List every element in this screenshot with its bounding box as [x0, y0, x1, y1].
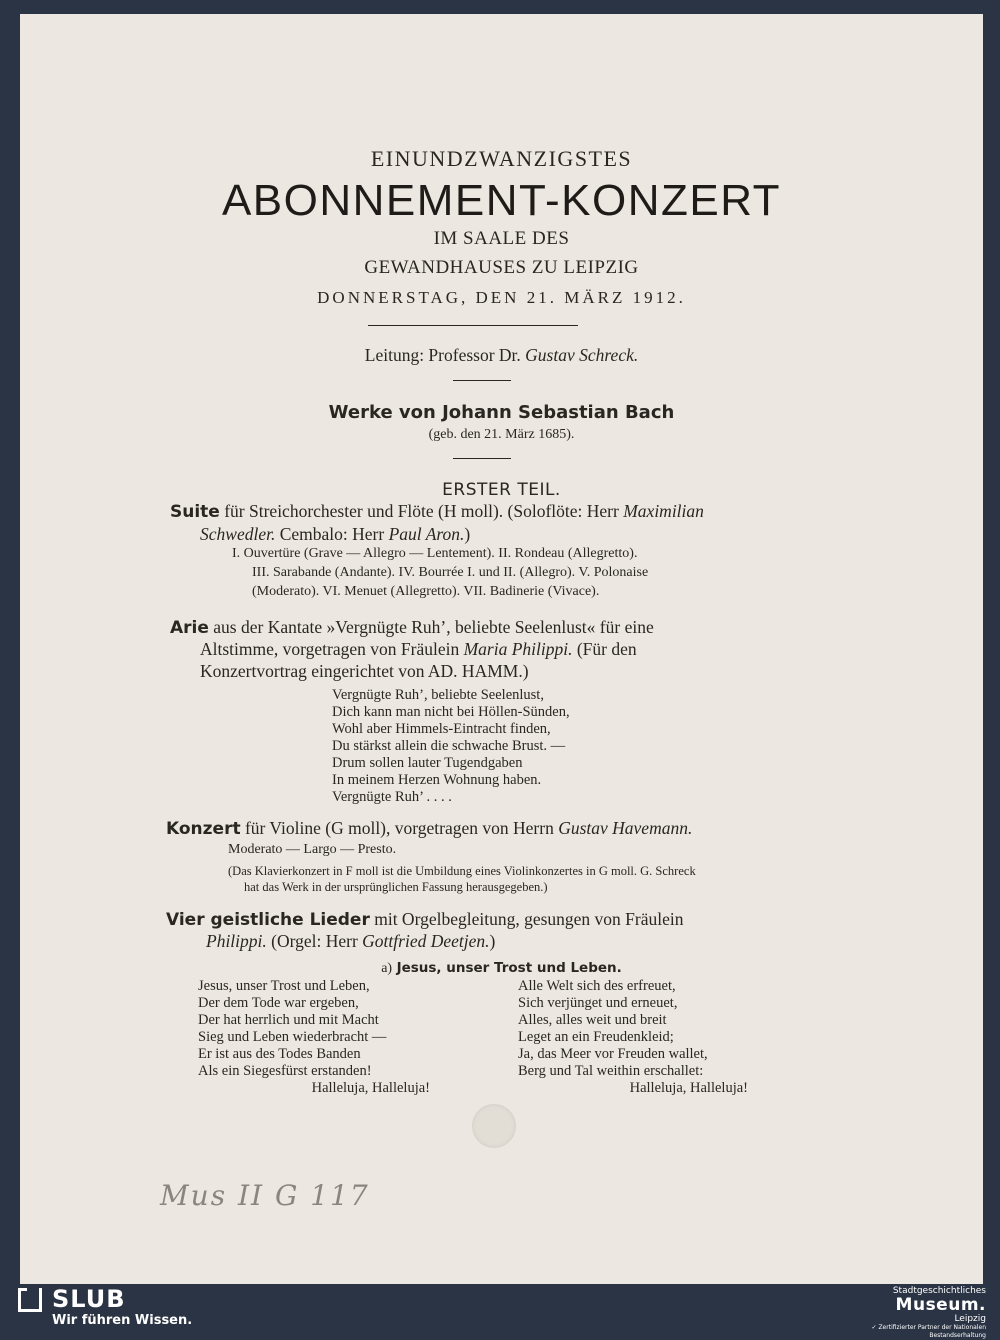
document-page [20, 14, 983, 1284]
suite-movements-2: III. Sarabande (Andante). IV. Bourrée I. und II. (Allegro). V. Polonaise [252, 565, 649, 580]
verse-line: Alle Welt sich des erfreuet, [518, 978, 676, 994]
venue-line-2: GEWANDHAUSES ZU LEIPZIG [364, 257, 639, 278]
song-a-title: Jesus, unser Trost und Leben. [396, 960, 622, 976]
slub-logo-icon [18, 1288, 42, 1312]
verse-line: In meinem Herzen Wohnung haben. [332, 772, 542, 788]
concert-ordinal: EINUNDZWANZIGSTES [370, 146, 633, 171]
verse-line: Als ein Siegesfürst erstanden! [198, 1063, 372, 1079]
soloist-name: Maximilian [623, 501, 704, 521]
museum-logo-block[interactable] [826, 1286, 986, 1340]
shelfmark-annotation: Mus II G 117 [160, 1179, 370, 1212]
suite-close: ) [464, 524, 471, 544]
verse-line: Halleluja, Halleluja! [311, 1080, 430, 1096]
divider [453, 458, 511, 459]
direction-label: Leitung: Professor Dr. [364, 345, 521, 365]
organist-name: Gottfried Deetjen. [362, 931, 490, 951]
concerto-text: für Violine (G moll), vorgetragen von Herrn [244, 818, 554, 838]
verse-line: Sich verjünget und erneuet, [518, 995, 678, 1011]
song-a-label: a) [381, 961, 393, 976]
divider [453, 380, 511, 381]
embossed-stamp [472, 1104, 516, 1148]
museum-top-label: Stadtgeschichtliches [892, 1286, 986, 1296]
verse-line: Du stärkst allein die schwache Brust. — [332, 738, 566, 754]
works-title: Werke von Johann Sebastian Bach [328, 402, 675, 423]
cembalo-player: Paul Aron. [388, 524, 465, 544]
suite-movements-1: I. Ouvertüre (Grave — Allegro — Lentement). II. Rondeau (Allegretto). [232, 546, 638, 561]
concerto-tempo: Moderato — Largo — Presto. [228, 842, 397, 857]
aria-verse [332, 687, 570, 806]
page-title: ABONNEMENT-KONZERT [221, 176, 782, 225]
verse-line: Dich kann man nicht bei Höllen-Sünden, [332, 704, 570, 720]
suite-lead: Suite [170, 502, 220, 522]
verse-line: Vergnügte Ruh’ . . . . [332, 789, 452, 805]
verse-line: Der dem Tode war ergeben, [198, 995, 359, 1011]
verse-line: Drum sollen lauter Tugendgaben [332, 755, 523, 771]
verse-line: Berg und Tal weithin erschallet: [518, 1063, 704, 1079]
library-tagline: Wir führen Wissen. [52, 1313, 193, 1328]
songs-text: mit Orgelbegleitung, gesungen von Fräulein [374, 909, 684, 929]
aria-text-2b: (Für den [576, 639, 637, 659]
song-a-verse-right [518, 978, 748, 1097]
verse-line: Halleluja, Halleluja! [629, 1080, 748, 1096]
concerto-line [166, 818, 692, 839]
songs-close: ) [489, 931, 496, 951]
concert-date: DONNERSTAG, DEN 21. MÄRZ 1912. [317, 288, 686, 307]
composer-birth: (geb. den 21. März 1685). [428, 427, 575, 442]
concerto-note-1: (Das Klavierkonzert in F moll ist die Umbildung eines Violinkonzertes in G moll. G. Schreck [228, 864, 696, 878]
verse-line: Vergnügte Ruh’, beliebte Seelenlust, [332, 687, 544, 703]
verse-line: Der hat herrlich und mit Macht [198, 1012, 379, 1028]
suite-line-1 [170, 501, 704, 522]
soloist-name-cont: Schwedler. [200, 524, 276, 544]
aria-singer: Maria Philippi. [463, 639, 573, 659]
museum-note: ✓ Zertifizierter Partner der Nationalen Bestandserhaltung [871, 1324, 986, 1339]
concerto-lead: Konzert [166, 819, 241, 839]
verse-line: Sieg und Leben wiederbracht — [198, 1029, 387, 1045]
suite-movements-3: (Moderato). VI. Menuet (Allegretto). VII. Badinerie (Vivace). [252, 584, 600, 599]
direction-line [20, 345, 983, 366]
concerto-note-2: hat das Werk in der ursprünglichen Fassung herausgegeben.) [244, 880, 548, 894]
cembalo-label: Cembalo: Herr [279, 524, 385, 544]
verse-line: Leget an ein Freudenkleid; [518, 1029, 674, 1045]
songs-line-2 [206, 931, 495, 952]
library-name: SLUB [52, 1285, 126, 1313]
verse-line: Er ist aus des Todes Banden [198, 1046, 361, 1062]
divider [368, 325, 578, 326]
verse-line: Ja, das Meer vor Freuden wallet, [518, 1046, 708, 1062]
aria-text-2: Altstimme, vorgetragen von Fräulein [200, 639, 460, 659]
suite-text: für Streichorchester und Flöte (H moll). (Soloflöte: Herr [224, 501, 619, 521]
aria-line-3: Konzertvortrag eingerichtet von AD. HAMM.) [200, 661, 529, 681]
songs-line-1 [166, 909, 684, 930]
aria-line-1 [170, 617, 654, 638]
organ-label: (Orgel: Herr [271, 931, 358, 951]
venue-line-1: IM SAALE DES [433, 228, 570, 249]
concerto-soloist: Gustav Havemann. [558, 818, 693, 838]
aria-text-1: aus der Kantate »Vergnügte Ruh’, beliebte Seelenlust« für eine [213, 617, 654, 637]
verse-line: Alles, alles weit und breit [518, 1012, 667, 1028]
song-a-verse-left [198, 978, 430, 1097]
songs-singer: Philippi. [206, 931, 267, 951]
museum-name: Museum. [895, 1295, 986, 1315]
aria-lead: Arie [170, 618, 209, 638]
songs-lead: Vier geistliche Lieder [166, 910, 370, 930]
aria-line-2 [200, 639, 637, 660]
conductor-name: Gustav Schreck. [525, 345, 639, 365]
song-a-heading [20, 960, 983, 977]
verse-line: Wohl aber Himmels-Eintracht finden, [332, 721, 551, 737]
museum-city: Leipzig [954, 1314, 986, 1324]
verse-line: Jesus, unser Trost und Leben, [198, 978, 370, 994]
part-title: ERSTER TEIL. [442, 480, 561, 500]
suite-line-2 [200, 524, 470, 545]
